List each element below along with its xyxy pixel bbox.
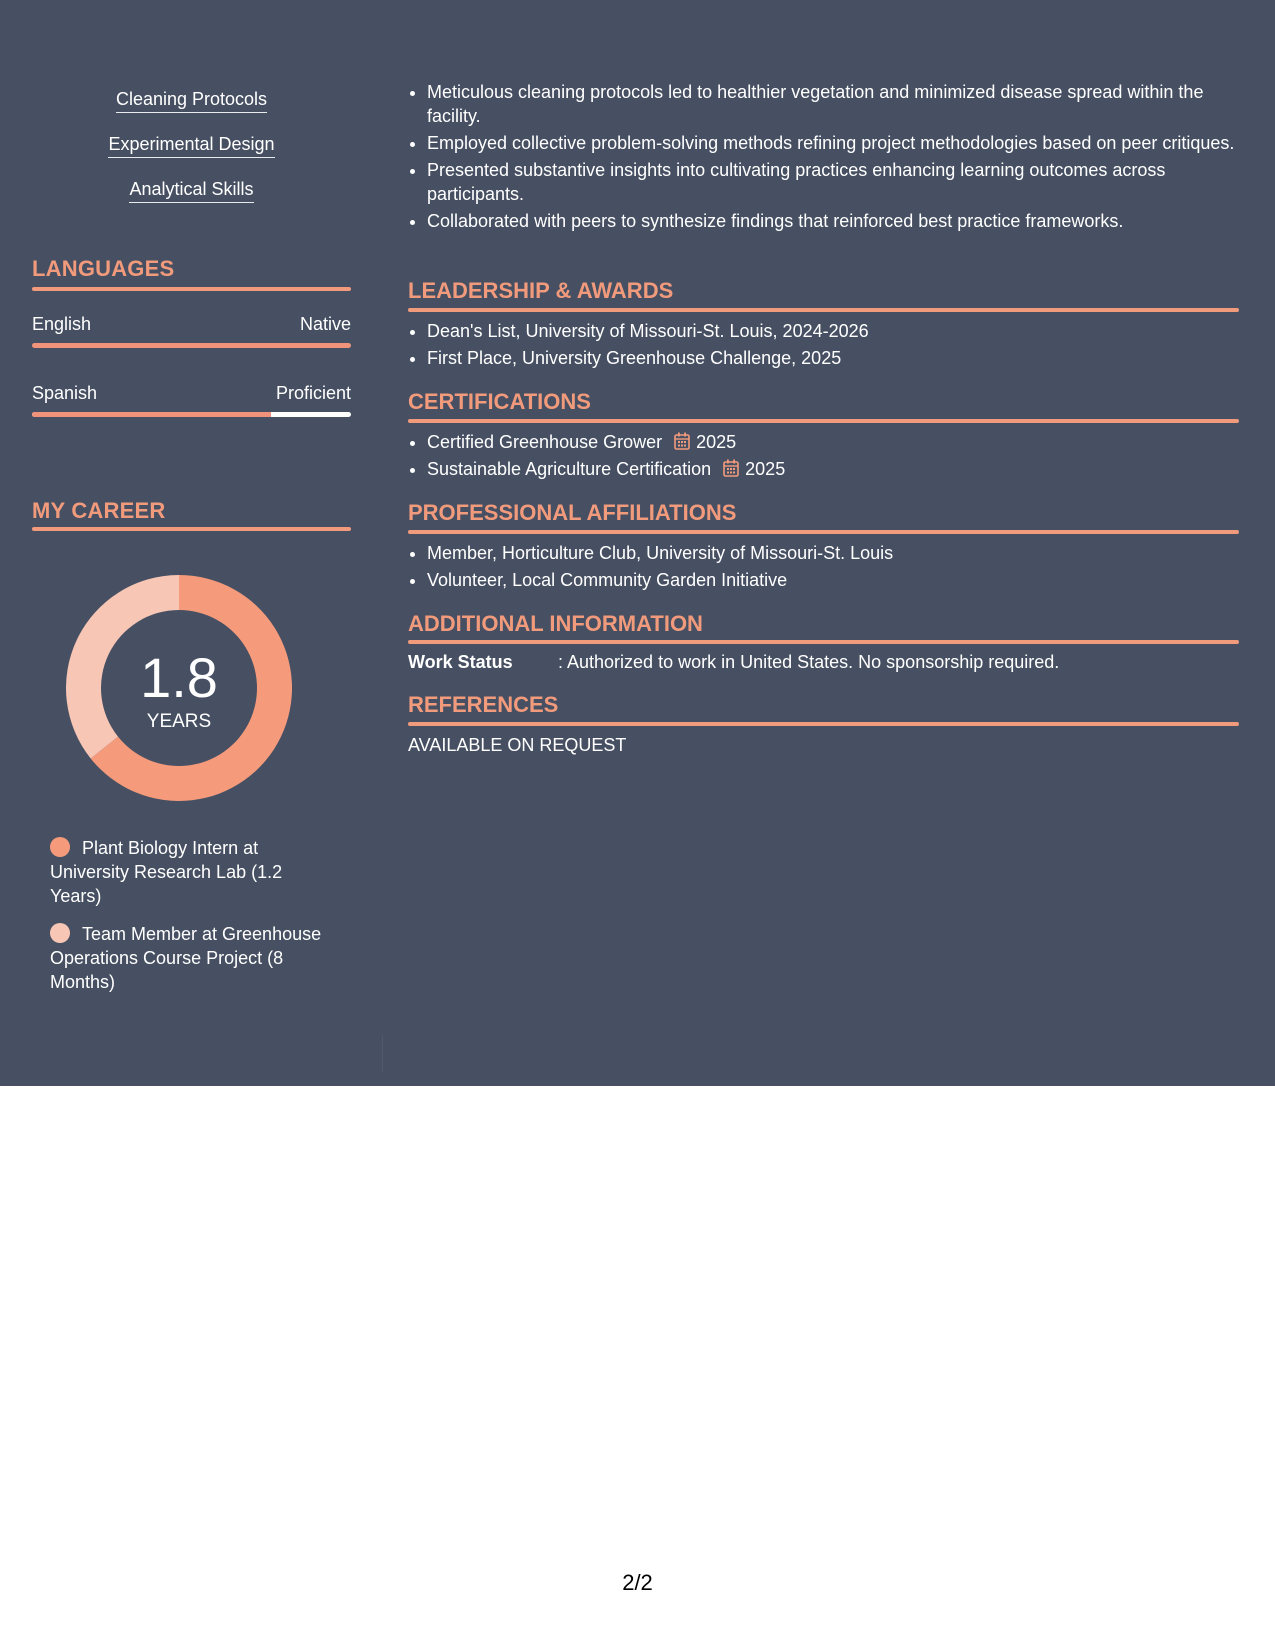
certifications-rule [408,419,1239,423]
list-item: • Presented substantive insights into cultivating practices enhancing learning outcomes across participants. [427,158,1258,206]
leadership-rule [408,308,1239,312]
language-bar-fill [32,343,351,348]
career-unit: YEARS [146,711,212,732]
leadership-title: LEADERSHIP & AWARDS [408,278,674,303]
career-rule [32,527,351,531]
list-item: • Employed collective problem-solving methods refining project methodologies based on peer critiques. [427,131,1258,155]
calendar-icon [674,432,690,450]
certification-year: 2025 [696,432,737,452]
affiliations-rule [408,530,1239,534]
skill-item: Experimental Design [108,131,274,158]
list-item: • Dean's List, University of Missouri-St. Louis, 2024-2026 [427,319,1258,343]
certification-name: Certified Greenhouse Grower [427,432,663,452]
language-row-spanish [32,383,351,404]
languages-title: LANGUAGES [32,256,175,281]
career-legend-item [50,836,330,908]
list-item: • Collaborated with peers to synthesize findings that reinforced best practice frameworks. [427,209,1258,233]
calendar-icon [723,459,739,477]
language-level: Native [299,314,351,334]
page-number: 2/2 [622,1570,653,1595]
affiliations-title: PROFESSIONAL AFFILIATIONS [408,500,737,525]
languages-rule [32,287,351,291]
certifications-title: CERTIFICATIONS [408,389,591,414]
language-name: English [32,314,92,334]
list-item [427,457,1258,481]
legend-label: Team Member at Greenhouse Operations Course Project (8 Months) [50,924,322,992]
career-total: 1.8 [140,646,218,709]
language-bar-fill [32,412,271,417]
references-rule [408,722,1239,726]
certification-name: Sustainable Agriculture Certification [427,459,712,479]
list-item: • Member, Horticulture Club, University of Missouri-St. Louis [427,541,1258,565]
career-legend-item [50,922,330,994]
language-name: Spanish [32,383,98,403]
list-item [427,430,1258,454]
skill-item: Analytical Skills [129,176,253,203]
career-title: MY CAREER [32,498,166,523]
work-status-row [408,652,1239,673]
work-status-value: : Authorized to work in United States. No sponsorship required. [558,652,1060,672]
references-title: REFERENCES [408,692,559,717]
language-level: Proficient [275,383,351,403]
language-bar-spanish [32,412,351,417]
column-divider [382,1036,383,1072]
language-bar-english [32,343,351,348]
legend-dot-icon [50,837,70,857]
affiliations-list [408,541,1258,595]
legend-dot-icon [50,923,70,943]
certification-year: 2025 [745,459,786,479]
additional-title: ADDITIONAL INFORMATION [408,611,703,636]
certifications-list [408,430,1258,484]
legend-label: Plant Biology Intern at University Research Lab (1.2 Years) [50,838,283,906]
work-status-label: Work Status [408,652,513,672]
references-text: AVAILABLE ON REQUEST [408,735,627,755]
list-item: • Meticulous cleaning protocols led to healthier vegetation and minimized disease spread within the facility. [427,80,1258,128]
list-item: • First Place, University Greenhouse Challenge, 2025 [427,346,1258,370]
language-row-english [32,314,351,335]
skill-item: Cleaning Protocols [116,86,267,113]
skills-list [32,86,351,221]
leadership-list [408,319,1258,373]
list-item: • Volunteer, Local Community Garden Initiative [427,568,1258,592]
career-donut-chart [66,575,292,801]
experience-bullets [408,80,1258,236]
additional-rule [408,640,1239,644]
